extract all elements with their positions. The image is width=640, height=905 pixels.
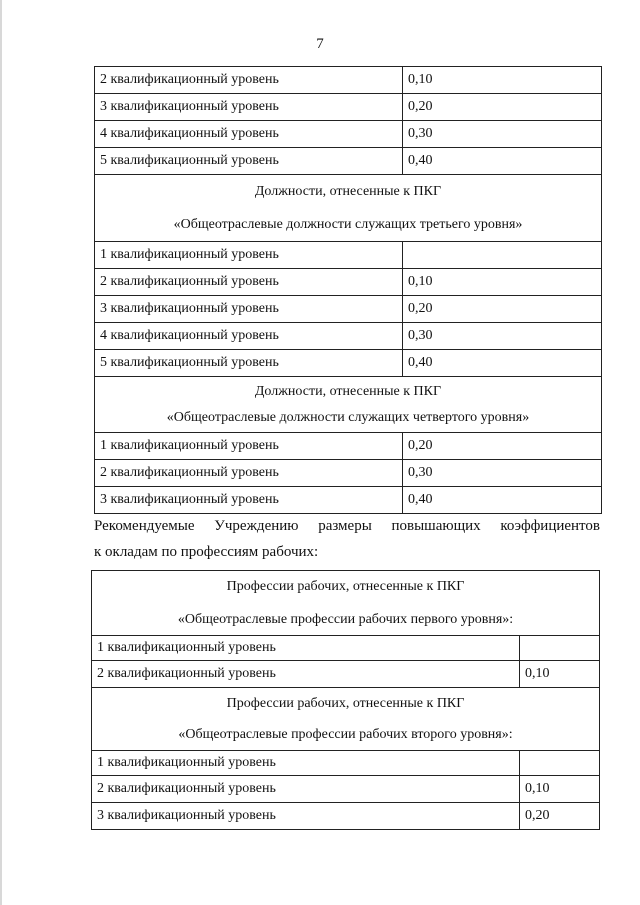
level-cell: 1 квалификационный уровень <box>92 751 520 776</box>
group-header-line2: «Общеотраслевые профессии рабочих первого уровня»: <box>177 611 514 627</box>
value-cell: 0,10 <box>520 661 600 688</box>
coefficients-table-workers <box>91 570 600 830</box>
page-number: 7 <box>316 36 324 52</box>
value-cell: 0,40 <box>403 350 602 377</box>
value-cell: 0,40 <box>403 487 602 514</box>
table-row <box>95 269 602 296</box>
level-cell: 1 квалификационный уровень <box>95 242 403 269</box>
table-row <box>95 350 602 377</box>
value-cell <box>520 636 600 661</box>
table-row <box>95 487 602 514</box>
table-row <box>95 242 602 269</box>
group-header-row <box>92 571 600 636</box>
paragraph-line2: к окладам по профессиям рабочих: <box>94 544 319 560</box>
level-cell: 2 квалификационный уровень <box>95 460 403 487</box>
scan-edge <box>0 0 2 905</box>
group-header-cell <box>95 175 602 242</box>
group-header-row <box>95 175 602 242</box>
value-cell: 0,30 <box>403 323 602 350</box>
table-row <box>92 803 600 830</box>
group-header-row <box>95 377 602 433</box>
group-header-line1: Должности, отнесенные к ПКГ <box>254 383 442 399</box>
level-cell: 3 квалификационный уровень <box>95 487 403 514</box>
level-cell: 2 квалификационный уровень <box>95 269 403 296</box>
table-row <box>95 296 602 323</box>
table-row <box>95 460 602 487</box>
level-cell: 5 квалификационный уровень <box>95 148 403 175</box>
table-row <box>92 751 600 776</box>
table-row <box>95 433 602 460</box>
level-cell: 4 квалификационный уровень <box>95 323 403 350</box>
paragraph-line1: Рекомендуемые Учреждению размеры повышающих коэффициентов <box>94 518 600 534</box>
group-header-row <box>92 688 600 751</box>
table-row <box>92 661 600 688</box>
value-cell: 0,30 <box>403 460 602 487</box>
level-cell: 1 квалификационный уровень <box>92 636 520 661</box>
level-cell: 5 квалификационный уровень <box>95 350 403 377</box>
group-header-line2: «Общеотраслевые должности служащих четвертого уровня» <box>166 409 530 425</box>
group-header-cell <box>92 688 600 751</box>
value-cell: 0,10 <box>403 67 602 94</box>
level-cell: 3 квалификационный уровень <box>92 803 520 830</box>
level-cell: 4 квалификационный уровень <box>95 121 403 148</box>
group-header-cell <box>95 377 602 433</box>
value-cell: 0,10 <box>520 776 600 803</box>
coefficients-table-employees <box>94 66 602 514</box>
group-header-line2: «Общеотраслевые должности служащих третьего уровня» <box>173 216 523 232</box>
table-row <box>92 636 600 661</box>
level-cell: 2 квалификационный уровень <box>95 67 403 94</box>
value-cell: 0,30 <box>403 121 602 148</box>
value-cell: 0,20 <box>520 803 600 830</box>
table-row <box>95 67 602 94</box>
level-cell: 3 квалификационный уровень <box>95 296 403 323</box>
level-cell: 2 квалификационный уровень <box>92 661 520 688</box>
value-cell <box>403 242 602 269</box>
group-header-line1: Профессии рабочих, отнесенные к ПКГ <box>226 578 465 594</box>
table-row <box>92 776 600 803</box>
level-cell: 2 квалификационный уровень <box>92 776 520 803</box>
group-header-line1: Профессии рабочих, отнесенные к ПКГ <box>226 695 465 711</box>
value-cell: 0,20 <box>403 94 602 121</box>
table-row <box>95 148 602 175</box>
level-cell: 1 квалификационный уровень <box>95 433 403 460</box>
group-header-line2: «Общеотраслевые профессии рабочих второго уровня»: <box>178 726 513 742</box>
group-header-line1: Должности, отнесенные к ПКГ <box>254 183 442 199</box>
value-cell: 0,10 <box>403 269 602 296</box>
group-header-cell <box>92 571 600 636</box>
table-row <box>95 121 602 148</box>
value-cell: 0,20 <box>403 433 602 460</box>
level-cell: 3 квалификационный уровень <box>95 94 403 121</box>
table-row <box>95 323 602 350</box>
value-cell: 0,20 <box>403 296 602 323</box>
table-row <box>95 94 602 121</box>
value-cell <box>520 751 600 776</box>
value-cell: 0,40 <box>403 148 602 175</box>
